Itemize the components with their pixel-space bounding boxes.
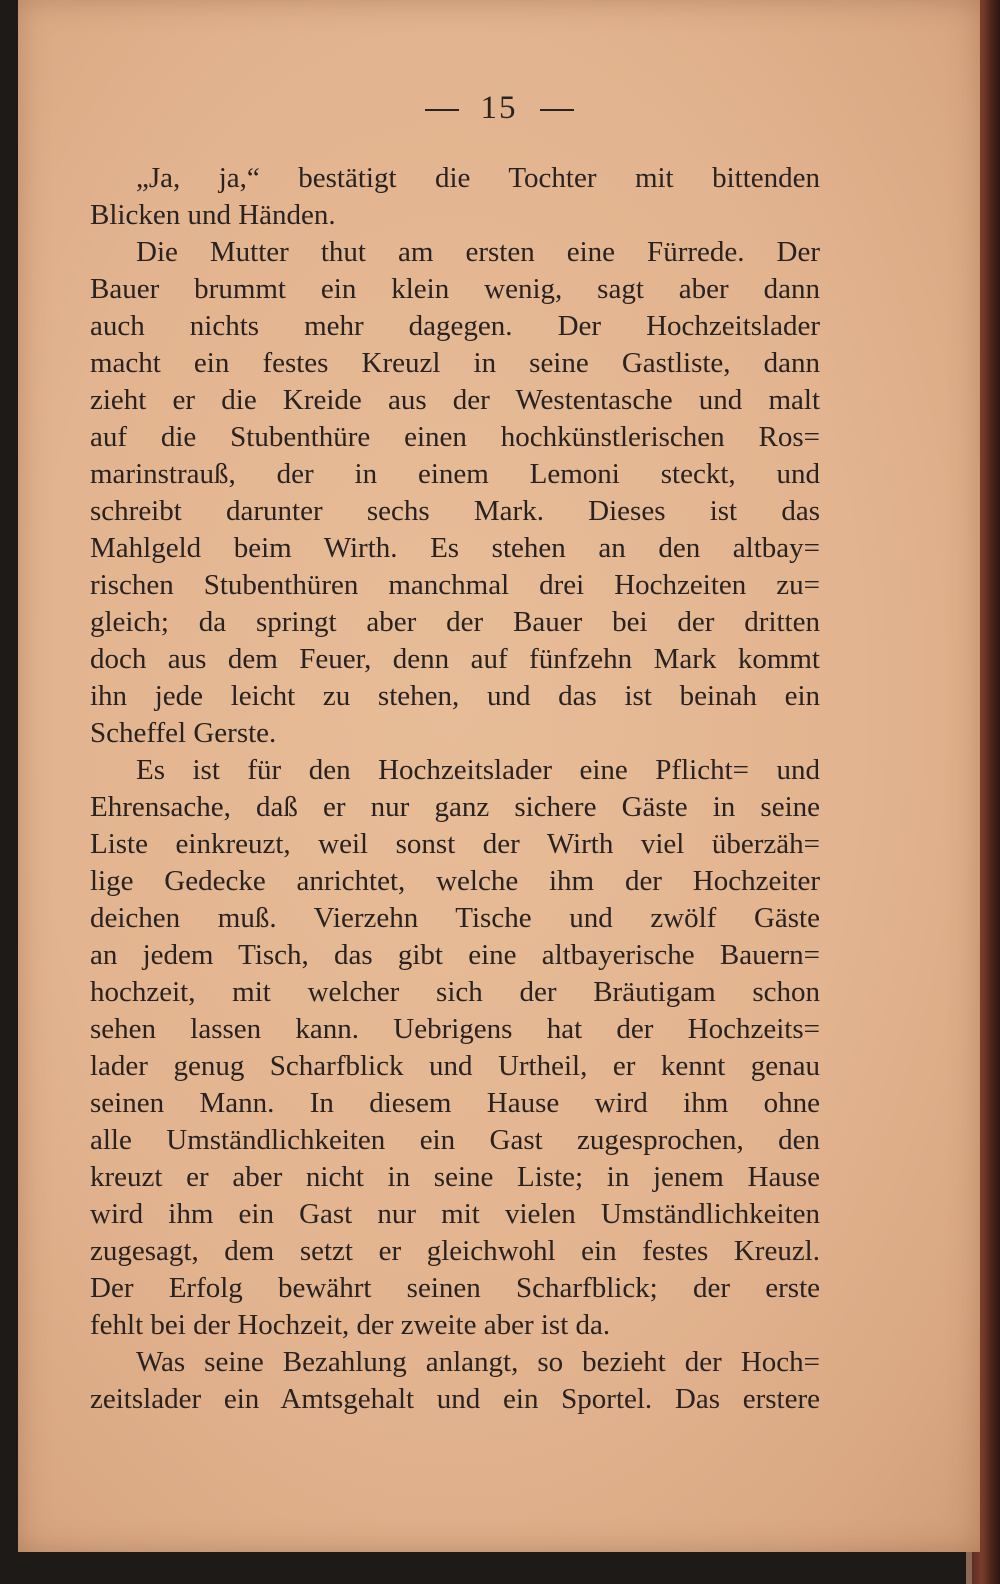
text-line: „Ja, ja,“ bestätigt die Tochter mit bittenden <box>136 162 820 194</box>
text-line: marinstrauß, der in einem Lemoni steckt, und <box>90 458 820 490</box>
text-line: Es ist für den Hochzeitslader eine Pflicht= und <box>136 754 820 786</box>
text-line: Bauer brummt ein klein wenig, sagt aber dann <box>90 273 820 305</box>
body-text <box>90 160 820 1418</box>
text-line: auch nichts mehr dagegen. Der Hochzeitslader <box>90 310 820 342</box>
book-page <box>18 0 980 1552</box>
text-line: gleich; da springt aber der Bauer bei der dritten <box>90 606 820 638</box>
text-line: deichen muß. Vierzehn Tische und zwölf Gäste <box>90 902 820 934</box>
text-line: macht ein festes Kreuzl in seine Gastliste, dann <box>90 347 820 379</box>
text-line: alle Umständlichkeiten ein Gast zugesprochen, den <box>90 1124 820 1156</box>
text-line: Der Erfolg bewährt seinen Scharfblick; der erste <box>90 1272 820 1304</box>
page-number <box>18 90 980 127</box>
text-line: zeitslader ein Amtsgehalt und ein Sportel. Das erstere <box>90 1383 820 1415</box>
text-line: hochzeit, mit welcher sich der Bräutigam schon <box>90 976 820 1008</box>
text-line: schreibt darunter sechs Mark. Dieses ist das <box>90 495 820 527</box>
page-number-dash-right <box>540 109 574 111</box>
text-line: an jedem Tisch, das gibt eine altbayerische Bauern= <box>90 939 820 971</box>
text-line: Scheffel Gerste. <box>90 717 277 749</box>
text-line: lige Gedecke anrichtet, welche ihm der Hochzeiter <box>90 865 820 897</box>
text-line: Was seine Bezahlung anlangt, so bezieht der Hoch= <box>136 1346 820 1378</box>
text-line: auf die Stubenthüre einen hochkünstlerischen Ros= <box>90 421 820 453</box>
text-line: zugesagt, dem setzt er gleichwohl ein festes Kreuzl. <box>90 1235 820 1267</box>
page-number-dash-left <box>425 109 459 111</box>
text-line: kreuzt er aber nicht in seine Liste; in jenem Hause <box>90 1161 820 1193</box>
page-number-value: 15 <box>480 90 518 126</box>
text-line: zieht er die Kreide aus der Westentasche und malt <box>90 384 820 416</box>
text-line: sehen lassen kann. Uebrigens hat der Hochzeits= <box>90 1013 820 1045</box>
text-line: Ehrensache, daß er nur ganz sichere Gäste in seine <box>90 791 820 823</box>
text-line: ihn jede leicht zu stehen, und das ist beinah ein <box>90 680 820 712</box>
text-line: rischen Stubenthüren manchmal drei Hochzeiten zu= <box>90 569 820 601</box>
text-line: seinen Mann. In diesem Hause wird ihm ohne <box>90 1087 820 1119</box>
text-line: Die Mutter thut am ersten eine Fürrede. Der <box>136 236 820 268</box>
text-line: doch aus dem Feuer, denn auf fünfzehn Mark kommt <box>90 643 820 675</box>
text-line: fehlt bei der Hochzeit, der zweite aber ist da. <box>90 1309 611 1341</box>
text-line: lader genug Scharfblick und Urtheil, er kennt genau <box>90 1050 820 1082</box>
text-line: Mahlgeld beim Wirth. Es stehen an den altbay= <box>90 532 820 564</box>
text-line: wird ihm ein Gast nur mit vielen Umständlichkeiten <box>90 1198 820 1230</box>
text-line: Liste einkreuzt, weil sonst der Wirth viel überzäh= <box>90 828 820 860</box>
text-line: Blicken und Händen. <box>90 199 336 231</box>
